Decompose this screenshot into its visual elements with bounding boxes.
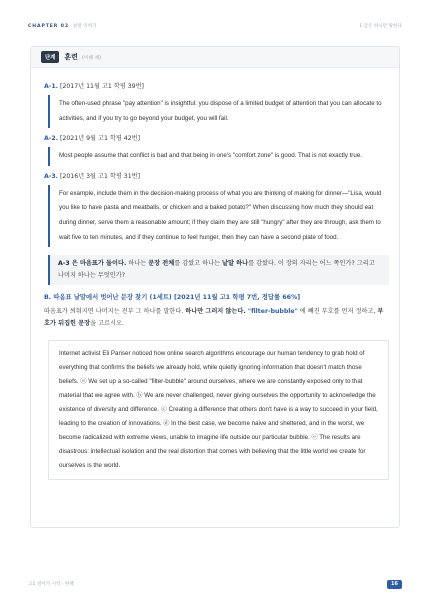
page-number: 16 [387,580,402,589]
passage-b: Internet activist Eli Pariser noticed how online search algorithms encourage our human tendency to grab hold of everything that confirms the beliefs we already hold, while quietly ignoring information that doesn't match those beliefs. ⓐ We set up a so-called "filter-bubble" around ourselves, where we are constantly exposed only to that material that we agree with. ⓑ We are never challenged, never giving ourselves the opportunity to acknowledge the existence of diversity and difference. ⓒ Creating a difference that others don't have is a way to succeed in your field, leading to the creation of innovations. ⓓ In the best case, we become naive and sheltered, and in the worst, we become radicalized with extreme views, unable to imagine life outside our particular bubble. ⓔ The results are disastrous: intellectual isolation and the real distortion that comes with believing that the little world we create for ourselves is the world. [48,340,389,480]
chapter-subtitle: 낱말 익히기 [72,24,97,29]
passage-a1: The often-used phrase "pay attention" is insightful: you dispose of a limited budget of attention that you can allocate to activities, and if you try to go beyond your budget, you will fail. [48,95,389,128]
card-body [31,68,399,480]
card-subtitle: (이해 세) [81,55,102,61]
item-label-a3: A-3. [2016년 3월 고1 학평 31번] [44,172,141,180]
section-b-instructions: 따옴표가 씌워지면 나머지는 전부 그 하나를 말한다. 하나만 그러지 않는다. "filter-bubble" 에 빼진 부호를 먼저 정하고, 부호가 뒤집힌 문장을 고르시오. [44,308,384,328]
item-label-a1: A-1. [2017년 11월 고1 학평 39번] [44,83,144,90]
exercise-card [30,46,400,528]
header-right-text: 1 글은 하나만 말한다 [359,24,402,29]
item-label-a2: A-2. [2021년 9월 고1 학평 42번] [44,135,141,143]
passage-a3: For example, include them in the decision-making process of what you are thinking of making for dinner—"Lisa, would you like to have pasta and meatballs, or chicken and a baked potato?" When discussing how much they should eat during dinner, serve them a reasonable amount; if they claim they are still "hungry" after they are through, ask them to wait five to ten minutes, and if they continue to feel hunger, then they can have a second plate of food. [48,185,389,247]
section-b-title: B. 따옴표 낱말에서 벗어난 문장 찾기 (1세트) [2021년 11월 고1 학평 7번, 정답률 66%] [44,294,301,302]
card-title: 훈련 [64,53,78,61]
page-header [28,20,402,32]
page-footer [28,578,402,590]
step-badge: 단계 [41,51,59,63]
chapter-label: CHAPTER 02 낱말 익히기 [28,24,97,29]
hint-note: A-3 은 마음표가 둘이다. 하나는 문장 전체를 감쌌고 하나는 낱말 하나를 감쌌다. 이 장의 자리는 어느 쪽인가? 그리고 나머지 하나는 무엇인가? [48,255,389,285]
card-header [31,47,399,68]
passage-a2: Most people assume that conflict is bad and that being in one's "comfort zone" is good. That is not exactly true. [48,147,389,166]
footer-text: 고1 영어가 시작 · 한책 [28,582,74,587]
